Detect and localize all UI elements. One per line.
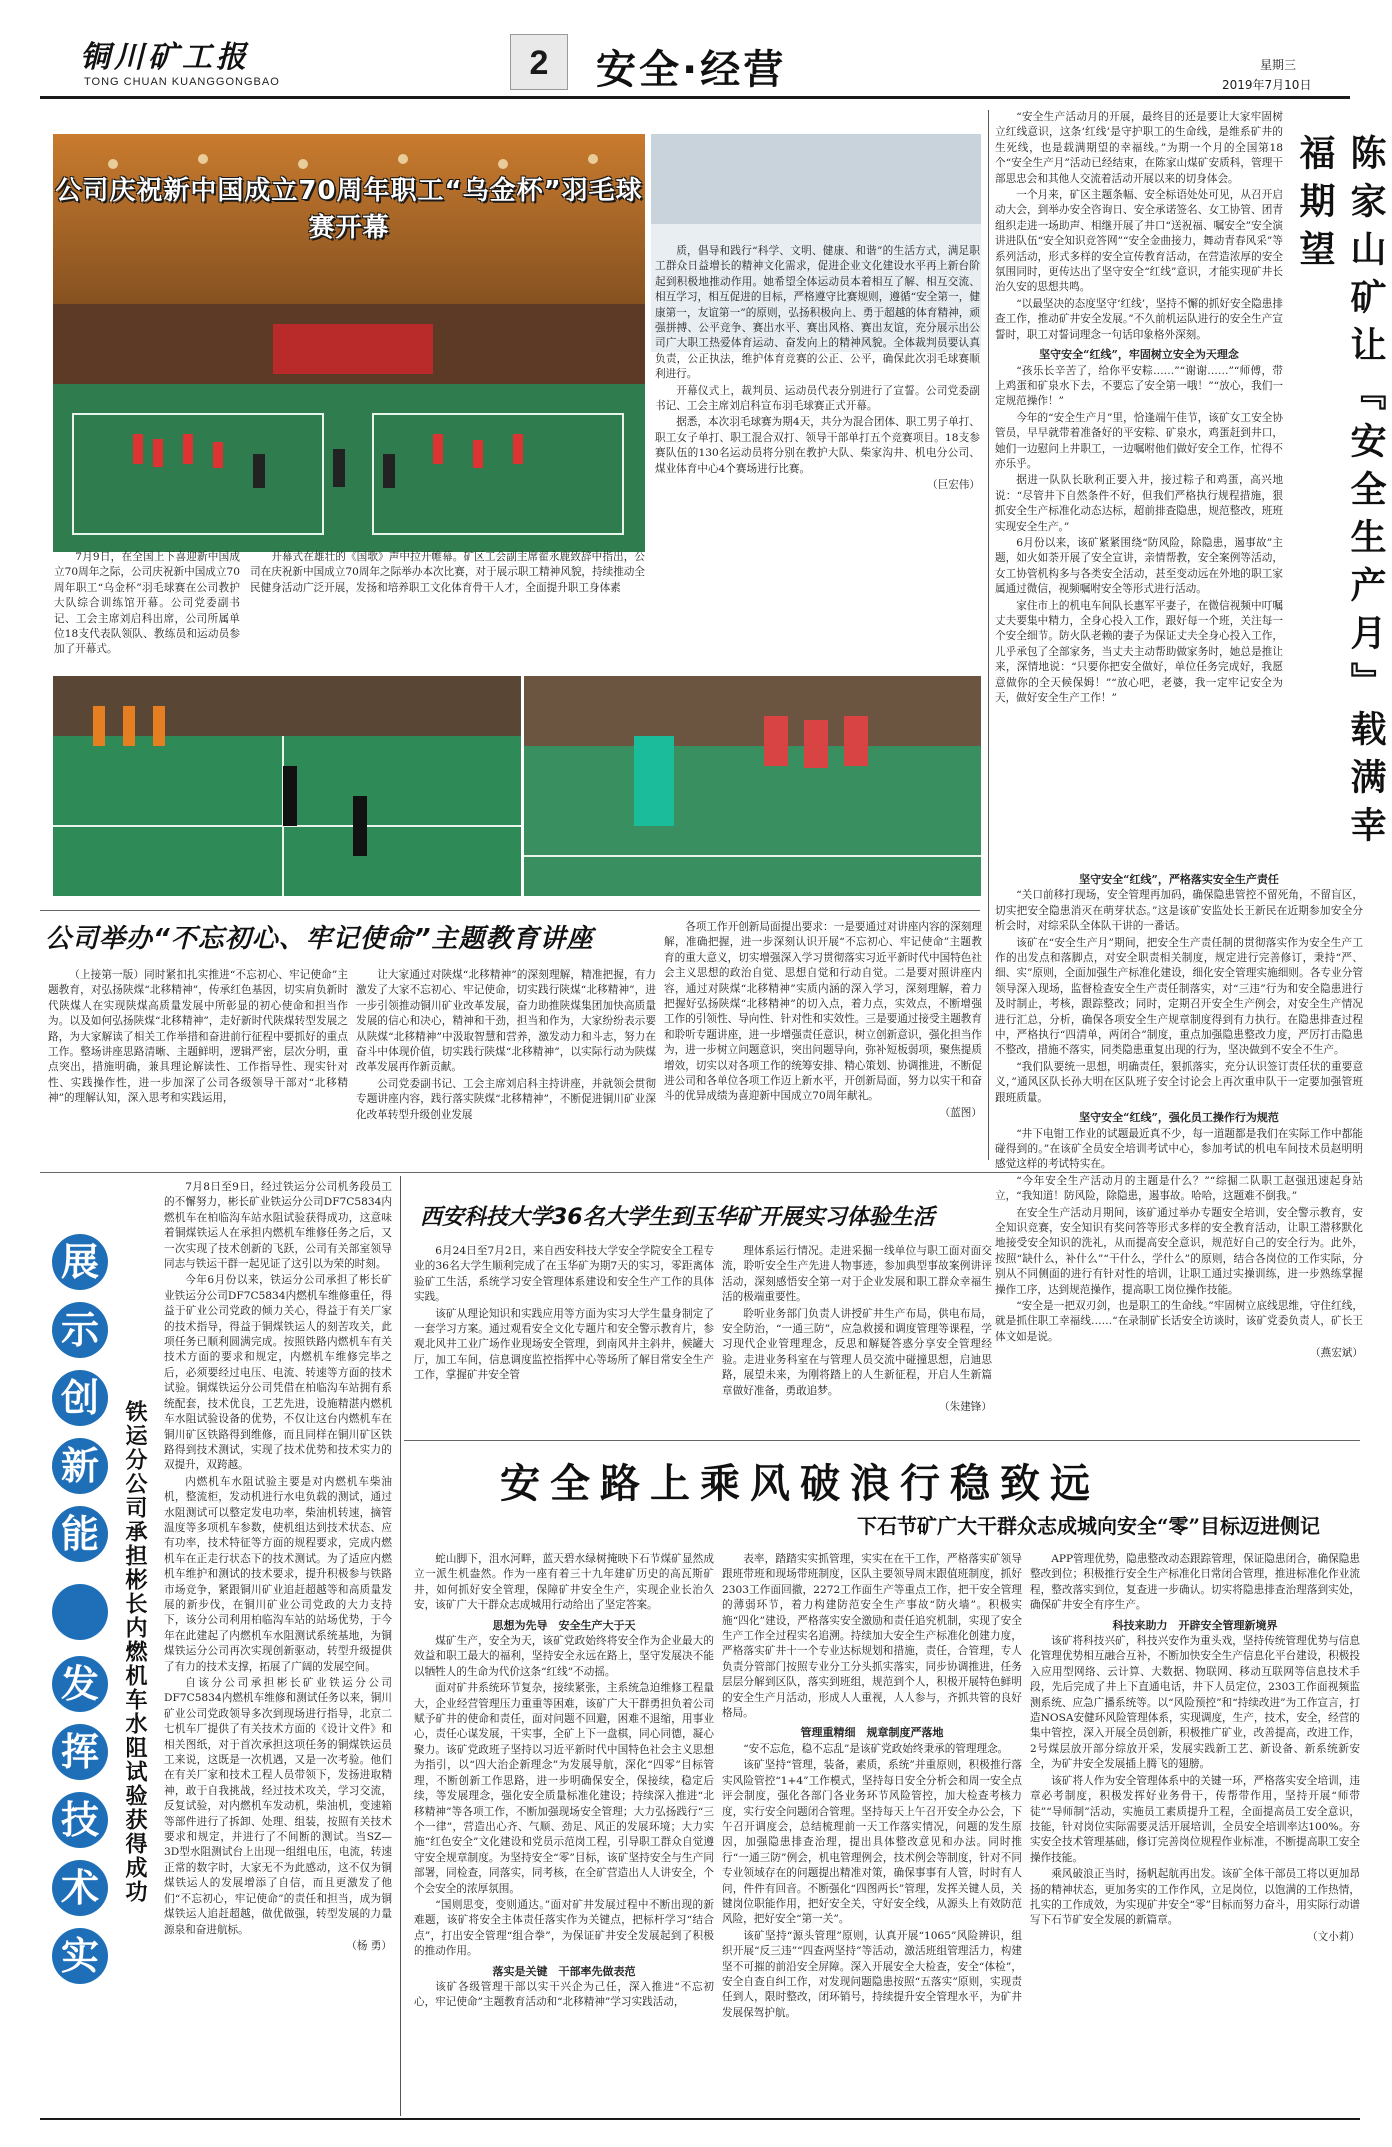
art3-p2: 一个月来，矿区主题条幅、安全标语处处可见，从召开启动大会，到举办安全咨询日、安全承诺签名、女工协管、团青组织走进一场助声、相继开展了井口“送祝福、嘱安全”安全演讲进队伍“安全知识竞答网”“安全金曲接力，舞动青春风采”等系列活动，形式多样的安全宣传教育活动，在营造浓厚的安全氛围同时，更传达出了坚守安全“红线”意识，才能实现矿井长治久安的思想共鸣。 bbox=[995, 189, 1283, 294]
art4-p1: 7月8日至9日，经过铁运分公司机务段员工的不懈努力，彬长矿业铁运分公司DF7C5834内燃机车在柏临沟车站水阻试验获得成功，这意味着铜煤铁运人在承担内燃机车维修任务之后，又一次实现了技术创新的飞跃，公司有关部室领导同志与铁运干群一起见证了这引以为荣的时刻。 bbox=[164, 1181, 392, 1271]
masthead-rule bbox=[40, 96, 1350, 99]
art3-vertical-title: 陈家山矿让『安全生产月』载满幸福期望 bbox=[1294, 134, 1387, 854]
art5-col1 bbox=[414, 1244, 714, 1434]
art4-author: （杨 勇） bbox=[346, 1939, 392, 1952]
art6-col3-text: APP管理优势，隐患整改动态跟踪管理，保证隐患闭合，确保隐患整改到位；积极推行安全生产标准化日常闭合管理，推进标准化作业流程，整改落实到位，复查进一步确认。切实将隐患排查治理落到实处，确保矿井安全有序生产。 bbox=[1030, 1553, 1360, 1612]
art6-top-rule bbox=[404, 1440, 1360, 1441]
art1-col3b-text: 开幕仪式上，裁判员、运动员代表分别进行了宣誓。公司党委副书记、工会主席刘启科宣布羽毛球赛正式开幕。 bbox=[655, 384, 980, 413]
art6-col2-text: 表率，踏踏实实抓管理，实实在在干工作，严格落实矿领导跟班带班和现场带班制度，区队主要领导周末跟值班制度，抓好2303工作面回撤，2272工作面生产等重点工作，把干安全管理的薄弱环节，着力构建防范安全生产事故“防火墙”。积极实施“四化”建设，严格落实安全激励和责任追究机制，实现了安全生产工作全过程实名追溯。持续加大安全生产标准化创建力度，严格落实矿井十一个专业达标规划和措施，责任，合管理，专人负责分管部门按照专业分工分头抓实落实，同步协调推进，任务层层分解到区队，落实到班组，规范到个人，积极开展特色鲜明的安全生产月活动，形成人人重视，人人参与，齐抓共管的良好格局。 bbox=[722, 1553, 1022, 1720]
art2-col3-text: 各项工作开创新局面提出要求：一是要通过对讲座内容的深刻理解，准确把握，进一步深刻认识开展“不忘初心、牢记使命”主题教育的重大意义，切实增强深入学习贯彻落实习近平新时代中国特色社会主义思想的政治自觉、思想自觉和行动自觉。二是要对照讲座内容，通过对陕煤“北移精神”实质内涵的深入学习，深刻理解，着力把握好弘扬陕煤“北移精神”的切入点，着力点，实效点，不断增强工作的引领性、导向性、针对性和实效性。三是要通过接受主题教育和聆听专题讲座，进一步增强责任意识，树立创新意识，强化担当作为，进一步树立问题意识，突出问题导向，弥补短板弱项，聚焦提质增效，切实以对各项工作的统筹安排、精心策划、协调推进，不断促进公司和各单位各项工作迈上新水平，开创新局面，努力以实干和奋斗的优异成绩为喜迎新中国成立70周年献礼。 bbox=[664, 921, 982, 1103]
art3-p8: 家住市上的机电车间队长惠军平妻子，在微信视频中叮嘱丈夫要集中精力，全身心投入工作，跟好每一个班，关注每一个安全细节。防火队老赖的妻子为保证丈夫全身心投入工作，儿乎承包了全部家务，当丈夫主动帮助做家务时，她总是推让来，深情地说：“只要你把安全做好，单位任务完成好，我愿意做你的全天候保姆！”“放心吧，老婆，我一定牢记安全为天，做好安全生产工作！” bbox=[995, 599, 1283, 705]
art4-p3: 内燃机车水阻试验主要是对内燃机车柴油机，整流柜，发动机进行水电负载的测试，通过水阻测试可以整定发电功率，柴油机转速，摘管温度等多项机车参数，使机组达到技术状态、应有功率，技术特征等方面的规程要求，完成内燃机车在正走行状态下的技术测试。为了适应内燃机车维护和测试的技术要求，提升积极参与铁路市场竞争，紧跟铜川矿业追赶超越等和高质量发展的新步伐，在铜川矿业公司党政的大力支持下，该分公司利用柏临沟车站的站场优势，于今年在此建起了内燃机车水阻测试系统基地，为铜煤铁运分公司再次实现创新驱动，转型升级提供了有力的技术支撑，拓展了广阔的发展空间。 bbox=[164, 1475, 392, 1673]
art1-col1-text: 7月9日，在全国上下喜迎新中国成立70周年之际，公司庆祝新中国成立70周年职工“乌金杯”羽毛球赛在公司教护大队综合训练馆开幕。公司党委副书记、工会主席刘启科出席，公司所属单位18支代表队领队、教练员和运动员参加了开幕式。 bbox=[54, 551, 240, 656]
art4-title-char: 创 bbox=[52, 1370, 108, 1426]
art2-col1 bbox=[48, 968, 348, 1168]
paper-name: 铜川矿工报 bbox=[80, 40, 250, 75]
art4-title-char: 能 bbox=[52, 1506, 108, 1562]
badminton-photo-main bbox=[53, 134, 645, 552]
art6-col1b-text: 煤矿生产，安全为天，该矿党政始终将安全作为企业最大的效益和职工最大的福利，坚持安全永远在路上，坚守发展决不能以牺牲人的生命为代价这条“红线”不动摇。 bbox=[414, 1635, 714, 1678]
section-name: 安全·经营 bbox=[596, 47, 787, 93]
art3-subhead-2: 坚守安全“红线”，严格落实安全生产责任 bbox=[1079, 873, 1279, 886]
art2-headline: 公司举办“不忘初心、牢记使命”主题教育讲座 bbox=[45, 924, 594, 954]
court-illustration-1 bbox=[53, 676, 521, 896]
art6-col1d-text: “国则思变，变则通达。”面对矿井发展过程中不断出现的新难题，该矿将安全主体责任落实作为关键点，把标杆学习“结合点”，打出安全管理“组合拳”，为保证矿井安全发展起到了积极的推动作用。 bbox=[414, 1898, 714, 1958]
art3-p12: “井下电钳工作业的试题最近真不少，每一道题都是我们在实际工作中都能碰得到的。”在该矿全员安全培训考试中心，参加考试的机电车间技术员赵明明感觉这样的考试特实在。 bbox=[995, 1127, 1363, 1171]
art4-p2: 今年6月份以来，铁运分公司承担了彬长矿业铁运分公司DF7C5834内燃机车维修重任，得益于矿业公司党政的倾力关心，得益于有关厂家的技术指导，得益于铜煤铁运人的刻苦攻关，此项任务已顺利圆满完成。按照铁路内燃机车有关技术方面的要求和规定，内燃机车维修完毕之后，必须要经过电压、电流、转速等方面的技术试验。铜煤铁运分公司凭借在柏临沟车站拥有系统配套，技术优良，工艺先进，设施精湛内燃机车水阻试验设备的优势，不仅让这台内燃机车在铜川矿区铁路得到维修，而且同样在铜川矿区铁路得到技术测试，实现了技术优势和技术实力的双提升，双跨越。 bbox=[164, 1274, 392, 1472]
art3-p10: 该矿在“安全生产月”期间，把安全生产责任制的贯彻落实作为安全生产工作的出发点和落脚点，对安全职责相关制度，规定进行完善修订，秉持“严、细、实”原则，全面加强生产标准化建设，细化安全管理实施细则。各专业分管领导深入现场，监督检查安全生产责任制落实，对“三违”行为和安全隐患进行及时制止，考核，跟踪整改；同时，定期召开安全生产例会，对安全生产情况进行汇总，分析，确保各项安全生产规章制度得到有力执行。在隐患排查过程中，严格执行“四清单，两闭合”制度，重点加强隐患整改力度，严厉打击隐患不整改，措施不落实，同类隐患重复出现的行为，坚决做到不安全不生产。 bbox=[995, 936, 1363, 1057]
art1-col3-text: 质，倡导和践行“科学、文明、健康、和谐”的生活方式，满足职工群众日益增长的精神文化需求，促进企业文化建设水平再上新台阶起到积极地推动作用。她希望全体运动员本着相互了解、相互交流、相互学习，相互促进的目标，严格遵守比赛规则，遵循“安全第一，健康第一，友谊第一”的原则，弘扬积极向上、勇于超越的体育精神，顽强拼搏、公平竞争、赛出水平、赛出风格、赛出友谊，充分展示出公司广大职工热爱体育运动、奋发向上的精神风貌。全体裁判员要认真负责，公正执法，维护体育竞赛的公正、公平，确保此次羽毛球赛顺利进行。 bbox=[655, 245, 980, 381]
art2-author: （蓝图） bbox=[939, 1106, 982, 1119]
art6-col3 bbox=[1030, 1552, 1360, 2112]
art4-p4: 自该分公司承担彬长矿业铁运分公司DF7C5834内燃机车维修和测试任务以来，铜川矿业公司党政领导多次到现场进行指导，北京二七机车厂提供了有关技术方面的《设计文件》和相关图纸，对于首次承担这项任务的铜煤铁运员工来说，这既是一次机遇，又是一次考验。他们在有关厂家和技术工程人员带领下，发扬进取精神，敢于自我挑战，经过技术攻关，学习交流，反复试验，对内燃机车发动机，柴油机，变速箱等部件进行了拆卸、处理、组装，按照有关技术要求和规定，并进行了不间断的测试。当SZ—3D型水阻测试台上出现一组组电压，电流，转速正常的数字时，大家无不为此感动，这不仅为铜煤铁运人的发展增添了自信，而且更激发了他们“不忘初心，牢记使命”的责任和担当，成为铜煤铁运人追赶超越，做优做强，转型发展的力量源泉和奋进航标。 bbox=[164, 1677, 392, 1936]
art1-col3 bbox=[655, 244, 980, 670]
art4-title-char: 示 bbox=[52, 1302, 108, 1358]
col-divider-left bbox=[400, 1176, 401, 2116]
art6-col3d-text: 乘风破浪正当时，扬帆起航再出发。该矿全体干部员工将以更加昂扬的精神状态，更加务实的工作作风，立足岗位，以饱满的工作热情，扎实的工作成效，为实现矿井安全“零”目标而努力奋斗，用实际行动谱写下石节矿安全发展的新篇章。 bbox=[1030, 1868, 1360, 1927]
badminton-photo-player2 bbox=[524, 676, 981, 896]
art5-headline: 西安科技大学36名大学生到玉华矿开展实习体验生活 bbox=[420, 1205, 935, 1230]
art3-subhead-1: 坚守安全“红线”，牢固树立安全为天理念 bbox=[1039, 348, 1239, 362]
art2-col2 bbox=[356, 968, 656, 1168]
art3-p9: “关口前移打现场，安全管理再加码，确保隐患管控不留死角，不留盲区，切实把安全隐患消灭在萌芽状态。”这是该矿安监处长王新民在近期参加安全分析会时，对综采队全体队干讲的一番话。 bbox=[995, 889, 1363, 933]
art4-title-char: 技 bbox=[52, 1792, 108, 1848]
art1-col1 bbox=[54, 550, 240, 670]
art3-p5: 今年的“安全生产月”里，恰逢端午佳节，该矿女工安全协管员，早早就带着准备好的平安粽、矿泉水，鸡蛋赶到井口，她们一边慰问上井职工，一边嘱咐他们做好安全工作，忙得不亦乐乎。 bbox=[995, 411, 1283, 470]
art2-col2b-text: 公司党委副书记、工会主席刘启科主持讲座，并就领会贯彻专题讲座内容，践行落实陕煤“北移精神”，不断促进铜川矿业深化改革转型升级创业发展 bbox=[356, 1077, 656, 1121]
art4-body bbox=[164, 1180, 392, 2105]
art3-p14: 在安全生产活动月期间，该矿通过举办专题安全培训，安全警示教育，安全知识竞赛，安全知识有奖问答等形式多样的安全教育活动，让职工潜移默化地接受安全知识的洗礼，从而提高安全意识，规范好自己的安全行为。此外，按照“缺什么，补什么”“干什么，学什么”的原则，结合各岗位的工作实际，分别从不同侧面的进行有针对性的培训，让职工通过实操训练，进一步熟练掌握操作工序，达到规范操作，提高职工岗位操作技能。 bbox=[995, 1206, 1363, 1296]
badminton-photo-player1 bbox=[53, 676, 521, 896]
col-divider-right bbox=[988, 110, 989, 1160]
art6-col2 bbox=[722, 1552, 1022, 2112]
art4-vertical-title-main bbox=[48, 1228, 112, 2108]
art1-author: （巨宏伟） bbox=[927, 479, 980, 492]
art4-title-char: 新 bbox=[52, 1438, 108, 1494]
masthead bbox=[0, 0, 1379, 100]
art4-title-char: 挥 bbox=[52, 1724, 108, 1780]
art2-col2-text: 让大家通过对陕煤“北移精神”的深刻理解，精准把握，有力激发了大家不忘初心、牢记使命，切实践行陕煤“北移精神”，进一步引领推动铜川矿业改革发展，奋力助推陕煤集团加快高质量发展的信心和决心，精神和干劲，担当和作为，大家纷纷表示要从陕煤“北移精神”中汲取智慧和营养，激发动力和斗志，努力在奋斗中体现价值，切实践行陕煤“北移精神”，以实际行动为陕煤改革发展再作新贡献。 bbox=[356, 969, 656, 1074]
art3-p15: “安全是一把双刃剑，也是职工的生命线。”牢固树立底线思维，守住红线，就是抓住职工幸福线……“在录制矿长话安全访谈时，该矿党委负责人，矿长王体文如是说。 bbox=[995, 1299, 1363, 1343]
art5-col2b-text: 聆听业务部门负责人讲授矿井生产布局，供电布局，安全防治，“一通三防”，应急救援和调度管理等课程，学习现代企业管理理念，反思和解疑答惑分享安全管理经验。走进业务科室在与管理人员交流中碰撞思想，启迪思路，展望未来，为刚将踏上的人生新征程，开启人生新篇章做好准备，勇敢追梦。 bbox=[722, 1307, 992, 1397]
art1-col3c-text: 据悉，本次羽毛球赛为期4天，共分为混合团体、职工男子单打、职工女子单打、职工混合双打、领导干部单打五个竞赛项目。18支参赛队伍的130名运动员将分别在教护大队、柴家沟井、机电分公司、煤业体育中心4个赛场进行比赛。 bbox=[655, 416, 980, 475]
art4-title-char: 术 bbox=[52, 1860, 108, 1916]
art6-col3b-text: 该矿将科技兴矿，科技兴安作为重头戏，坚持传统管理优势与信息化管理优势相互融合互补，不断加快安全生产信息化平台建设，积极投入应用型网络、云计算、大数据、物联网、移动互联网等信息技术手段，先后完成了井上下直通电话，井下人员定位，2303工作面视频监测系统、应急广播系统等。以“风险预控”和“持续改进”为工作宣言，打造NOSA安健环风险管理体系，实现调度，生产，技术，安全，经营的集中管控，深入开展全员创新，积极推广矿业，改善提高，改进工作，2号煤层放开部分综放开采，发展实践新工艺、新设备、新系统新安全，为矿井安全发展插上腾飞的翅膀。 bbox=[1030, 1635, 1360, 1771]
middle-rule bbox=[40, 1172, 1360, 1173]
weekday: 星期三 bbox=[1260, 58, 1297, 72]
art3-p3: “以最坚决的态度坚守‘红线’，坚持不懈的抓好安全隐患排查工作，推动矿井安全发展。”不久前机运队进行的安全生产宣誓时，职工对誓词理念一句话印象格外深刻。 bbox=[995, 297, 1283, 341]
art1-col2 bbox=[250, 550, 645, 670]
court-illustration-2 bbox=[524, 676, 981, 896]
page-number: 2 bbox=[510, 34, 568, 90]
art3-body-lower bbox=[995, 868, 1363, 1360]
art4-title-char: 实 bbox=[52, 1928, 108, 1984]
art6-col2d-text: 该矿坚持“源头管理”原则，认真开展“1065”风险辨识，组织开展“反三违”“四查两坚持”等活动，激活班组管理活力，构建坚不可摧的前沿安全屏障。深入开展安全大检查，安全“体检”，安全自查自纠工作，对发现问题隐患按照“五落实”原则，实现责任到人，限时整改，闭环销号，持续提升安全管理水平，为矿井发展保驾护航。 bbox=[722, 1929, 1022, 2019]
art3-p6: 据进一队队长耿利正要入井，接过粽子和鸡蛋，高兴地说：“尽管井下自然条件不好，但我们严格执行规程措施，狠抓安全生产标准化动态达标，超前排查隐患，规范整改，班班实现安全生产。” bbox=[995, 474, 1283, 533]
art5-author: （朱建锋） bbox=[939, 1401, 992, 1414]
art6-col1-text: 蛇山脚下，沮水河畔，蓝天碧水绿树掩映下石节煤矿显然成立一派生机盎然。作为一座有着三十九年建矿历史的高瓦斯矿井，如何抓好安全管理，保障矿井安全生产，实现企业长治久安，该矿广大干群众志成城用行动给出了坚定答案。 bbox=[414, 1553, 714, 1612]
art4-title-char bbox=[52, 1584, 108, 1640]
art3-p1: “安全生产活动月的开展，最终目的还是要让大家牢固树立红线意识，这条‘红线’是守护职工的生命线，是维系矿井的生死线，也是载满期望的幸福线。”为期一个月的全国第18个“安全生产月”活动已经结束，在陈家山煤矿安质科，管理干部思忠会和其他人交流着活动开展以来的切身体会。 bbox=[995, 111, 1283, 185]
art6-subhead-4: 科技来助力 开辟安全管理新境界 bbox=[1112, 1618, 1278, 1632]
art6-headline: 安全路上乘风破浪行稳致远 bbox=[500, 1461, 1100, 1507]
art6-author: （文小莉） bbox=[1307, 1930, 1360, 1943]
art3-p11: “我们队要统一思想，明确责任，狠抓落实，充分认识签订责任状的重要意义，”通风区队长孙大明在区队班子安全讨论会上再次重申队干一定要加强管班跟班质量。 bbox=[995, 1060, 1363, 1104]
art5-col1b-text: 该矿从理论知识和实践应用等方面为实习大学生量身制定了一套学习方案。通过观看安全文化专题片和安全警示教育片，参观北风井工业广场作业现场安全管理，到南风井主斜井，候罐大厅，加工车间，信息调度监控指挥中心等场所了解目常安全生产工作，掌握矿井安全管 bbox=[414, 1307, 714, 1382]
art3-p7: 6月份以来，该矿紧紧围绕“防风险，除隐患，遏事故”主题，如火如荼开展了安全宣讲，亲情帮教，安全案例等活动，女工协管机构多与各类安全活动，甚至变动远在外地的职工家属通过微信，视频嘱咐安全等形式进行活动。 bbox=[995, 536, 1283, 596]
art3-subhead-3: 坚守安全“红线”，强化员工操作行为规范 bbox=[1079, 1111, 1279, 1125]
art5-col2 bbox=[722, 1244, 992, 1434]
art6-col1 bbox=[414, 1552, 714, 2112]
paper-pinyin: TONG CHUAN KUANGGONGBAO bbox=[84, 76, 280, 88]
art6-subhead-2: 落实是关键 干部率先做表范 bbox=[492, 1964, 636, 1978]
art6-col1e-text: 该矿各级管理干部以实干兴企为己任，深入推进“不忘初心，牢记使命”主题教育活动和“北移精神”学习实践活动， bbox=[414, 1980, 714, 2009]
issue-date: 2019年7月10日 bbox=[1222, 78, 1312, 92]
art4-title-char: 展 bbox=[52, 1234, 108, 1290]
art2-col3 bbox=[664, 920, 982, 1168]
art5-col2-text: 理体系运行情况。走进采掘一线单位与职工面对面交流，聆听安全生产先进人物事迹，参加典型事故案例讲评活动，深刻感悟安全第一对于企业发展和职工群众幸福生活的极端重要性。 bbox=[722, 1245, 992, 1304]
art1-headline: 公司庆祝新中国成立70周年职工“乌金杯”羽毛球赛开幕 bbox=[55, 176, 643, 243]
art5-col1-text: 6月24日至7月2日，来自西安科技大学安全学院安全工程专业的36名大学生顺利完成了在玉华矿为期7天的实习，零距离体验矿工生活，系统学习安全管理体系建设和安全生产工作的具体实践。 bbox=[414, 1245, 714, 1304]
art4-vertical-subtitle: 铁运分公司承担彬长内燃机车水阻试验获得成功 bbox=[122, 1400, 148, 1904]
art6-col3c-text: 该矿将人作为安全管理体系中的关键一环，严格落实安全培训，违章必考制度，积极发挥好业务骨干，传帮带作用，坚持开展“师带徒”“导师制”活动，实施员工素质提升工程，全面提高员工安全意识，技能，针对岗位实际需要灵活开展培训，全员安全培训率达100%。夯实安全技术管理基础，修订完善岗位规程作业标准，不断提高职工安全操作技能。 bbox=[1030, 1774, 1360, 1864]
art2-top-rule bbox=[40, 910, 980, 911]
art3-author: （燕宏斌） bbox=[1310, 1347, 1363, 1360]
art3-p13: “今年安全生产活动月的主题是什么？”“综掘二队职工赵强迅速起身站立，“我知道！防风险，除隐患，遏事故。哈哈，这题难不倒我。” bbox=[995, 1174, 1363, 1203]
art6-col2b-text: “安不忘危，稳不忘乱”是该矿党政始终秉承的管理理念。 bbox=[743, 1742, 1009, 1755]
art4-title-char: 发 bbox=[52, 1656, 108, 1712]
art6-col2c-text: 该矿坚持“管理，装备，素质，系统”并重原则，积极推行落实风险管控“1+4”工作模式，坚持每日安全分析会和周一安全点评会制度，强化各部门各业务环节风险管控，加大检查考核力度，实行安全问题闭合管理。坚持每天上午召开安全办公会，下午召开调度会，总结梳理前一天工作落实情况，问题的发生原因，加强隐患排查治理，提出具体整改意见和办法。同时推行“一通三防”例会，机电管理例会，技术例会等制度，针对不同专业领域存在的问题提出精准对策，确保事事有人管，时时有人问，件件有回音。不断强化“四图两长”管理，发挥关键人员，关键岗位职能作用，把好安全关，守好安全线，从源头上有效防范风险，把好安全“第一关”。 bbox=[722, 1759, 1022, 1926]
bottom-rule bbox=[40, 2118, 1360, 2120]
art1-col2-text: 开幕式在雄壮的《国歌》声中拉开帷幕。矿区工会副主席翟永鹿致辞中指出，公司在庆祝新中国成立70周年之际举办本次比赛，对于展示职工精神风貌，持续推动全民健身活动广泛开展，发扬和培养职工文化体育骨干人才，全面提升职工身体素 bbox=[250, 551, 645, 594]
art2-col1-text: （上接第一版）同时紧扣扎实推进“不忘初心、牢记使命”主题教育，对弘扬陕煤“北移精神”，传承红色基因，切实肩负新时代陕煤人在实现陕煤高质量发展中所彰显的初心使命和担当作为。以及如何弘扬陕煤“北移精神”，走好新时代陕煤转型发展之路，为大家解读了相关工作举措和奋进前行征程中要抓好的重点工作。整场讲座思路清晰、主题鲜明，逻辑严密，层次分明，重点突出，措施明确，兼具理论解读性、工作指导性、现实针对性、实践操作性，进一步加深了公司各级领导干部对“北移精神”的理解认知，深入思考和实践运用， bbox=[48, 969, 348, 1105]
art3-p4: “孩乐长辛苦了，给你平安粽……”“谢谢……”“师傅，带上鸡蛋和矿泉水下去，不要忘了安全第一哦！”“放心，我们一定规范操作！” bbox=[995, 364, 1283, 408]
art6-subhead-3: 管理重精细 规章制度严落地 bbox=[800, 1726, 944, 1740]
art6-col1c-text: 面对矿井系统环节复杂，接续紧张，主系统急迫维修工程量大，企业经营管理压力重重等困难，该矿广大干群勇担负着公司赋予矿井的使命和责任，面对问题不回避，困难不退缩，用事业心，责任心谋发展，干实事，全矿上下一盘棋，同心同德，凝心聚力。该矿党政班子坚持以习近平新时代中国特色社会主义思想为指引，以“四大治企新理念”为发展导航，深化“四零”目标管理，不断创新工作思路，进一步明确保安全，保接续，稳定后续，等发展理念，强化安全质量标准化建设；持续深入推进“北移精神”等各项工作，不断加强现场安全管理；大力弘扬践行“三个一律”，营造出心齐、气顺、劲足、风正的发展环境；大力实施“红色安全”文化建设和党员示范岗工程，引导职工群众自觉遵守安全规章制度。为坚持安全“零”目标，该矿坚持安全与生产同部署，同检查，同落实，同考核，在全矿营造出人人讲安全，个个会安全的浓厚氛围。 bbox=[414, 1682, 714, 1895]
art6-subhead-1: 思想为先导 安全生产大于天 bbox=[492, 1618, 636, 1632]
art6-subheadline: 下石节矿广大干群众志成城向安全“零”目标迈进侧记 bbox=[856, 1514, 1320, 1538]
